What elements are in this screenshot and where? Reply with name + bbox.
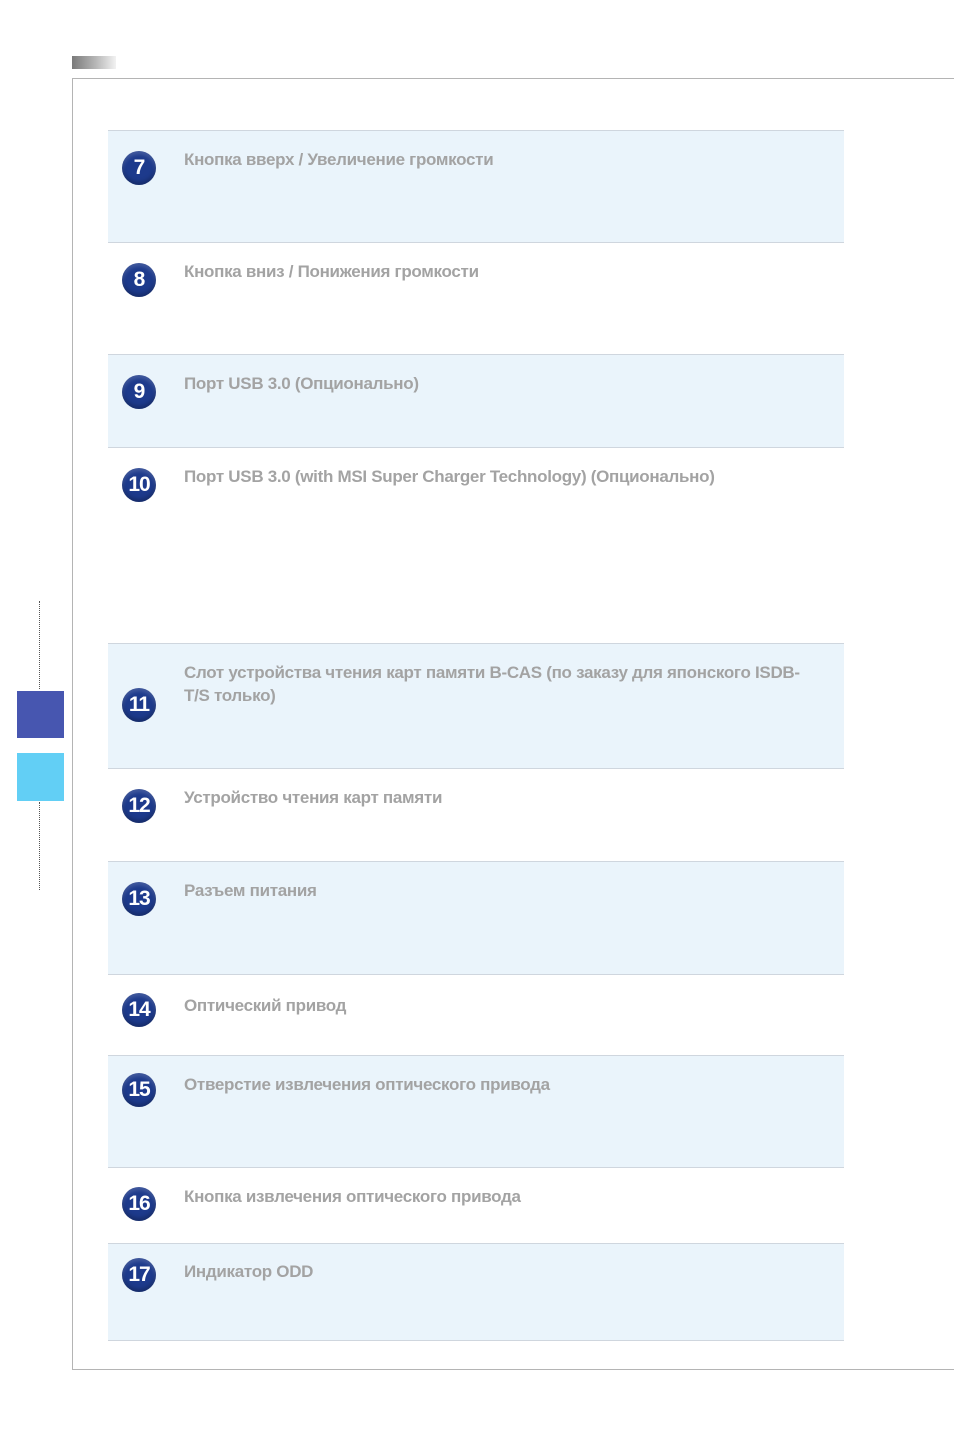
item-number-badge: 12 [122, 789, 156, 823]
list-item [108, 447, 844, 643]
list-item [108, 1243, 844, 1341]
item-number-badge: 8 [122, 263, 156, 297]
item-label: Оптический привод [184, 996, 347, 1015]
item-number-badge: 7 [122, 151, 156, 185]
list-item [108, 643, 844, 768]
side-tab-light [17, 753, 64, 801]
item-label: Слот устройства чтения карт памяти B-CAS (по заказу для японского ISDB-T/S только) [184, 663, 800, 705]
header-corner-bar [72, 56, 116, 69]
item-label: Порт USB 3.0 (Опционально) [184, 374, 419, 393]
item-label: Кнопка вверх / Увеличение громкости [184, 150, 494, 169]
list-item [108, 130, 844, 242]
list-item [108, 861, 844, 974]
item-number-badge: 17 [122, 1258, 156, 1292]
item-label: Порт USB 3.0 (with MSI Super Charger Technology) (Опционально) [184, 467, 715, 486]
frame-bottom-line [72, 1369, 954, 1370]
item-number-badge: 13 [122, 882, 156, 916]
list-item [108, 1055, 844, 1167]
side-dotted-line-upper [39, 601, 40, 689]
side-dotted-line-lower [39, 802, 40, 890]
item-number-badge: 16 [122, 1187, 156, 1221]
list-item [108, 768, 844, 861]
item-number-badge: 14 [122, 993, 156, 1027]
item-number-badge: 10 [122, 468, 156, 502]
list-item [108, 242, 844, 354]
item-label: Индикатор ODD [184, 1262, 314, 1281]
item-label: Отверстие извлечения оптического привода [184, 1075, 550, 1094]
item-label: Устройство чтения карт памяти [184, 788, 443, 807]
list-item [108, 354, 844, 447]
item-label: Кнопка вниз / Понижения громкости [184, 262, 479, 281]
item-label: Кнопка извлечения оптического привода [184, 1187, 521, 1206]
item-number-badge: 9 [122, 375, 156, 409]
list-item [108, 1167, 844, 1243]
side-tab-dark [17, 691, 64, 738]
item-label: Разъем питания [184, 881, 317, 900]
list-item [108, 974, 844, 1055]
item-number-badge: 15 [122, 1073, 156, 1107]
frame-top-line [72, 78, 954, 79]
item-number-badge: 11 [122, 688, 156, 722]
frame-left-line [72, 78, 73, 1370]
